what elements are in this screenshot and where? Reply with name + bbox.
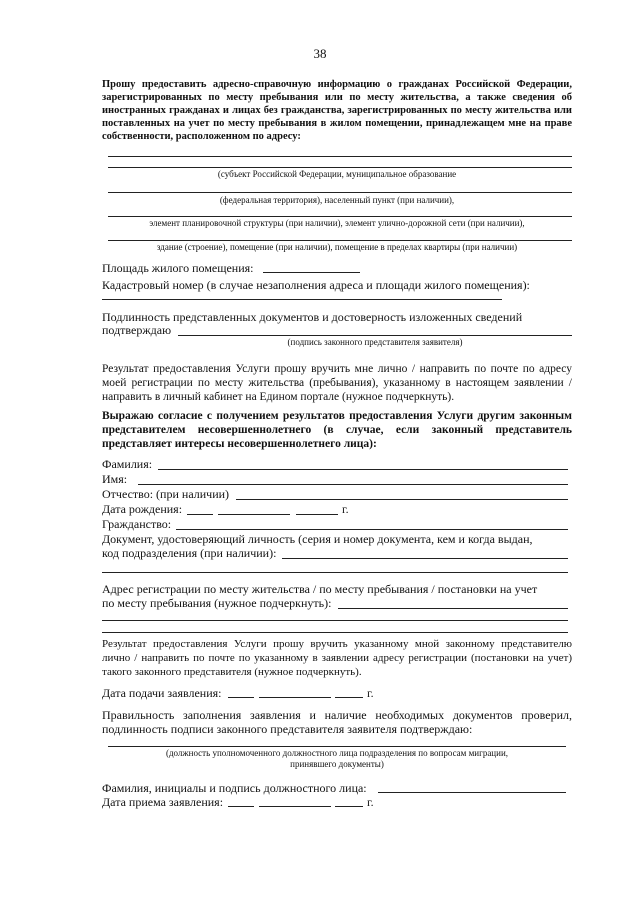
official-signature-label: Фамилия, инициалы и подпись должностного лица: [102, 781, 367, 795]
reg-address-field-2[interactable] [102, 620, 568, 621]
reg-address-label: Адрес регистрации по месту жительства / по месту пребывания / постановки на учет [102, 582, 538, 596]
reg-address-field[interactable] [338, 608, 568, 609]
area-field[interactable] [263, 272, 360, 273]
name-label: Имя: [102, 472, 128, 486]
birth-year-field[interactable] [296, 514, 338, 515]
id-doc-label-2: код подразделения (при наличии): [102, 546, 277, 560]
id-doc-label: Документ, удостоверяющий личность (серия и номер документа, кем и когда выдан, [102, 532, 533, 546]
address-line-2[interactable] [108, 167, 572, 168]
result-text: Результат предоставления Услуги прошу вручить мне лично / направить по почте по адресу моей регистрации по месту жительства (пребывания), указанному в настоящем заявлении / направить в личный кабинет на Едином портале (нужное подчеркнуть). [102, 363, 572, 403]
reg-address-field-3[interactable] [102, 632, 568, 633]
submission-year-suffix: г. [367, 686, 374, 700]
submission-year-field[interactable] [335, 697, 363, 698]
citizenship-field[interactable] [176, 529, 568, 530]
official-position-field[interactable] [108, 746, 566, 747]
submission-month-field[interactable] [259, 697, 331, 698]
check-text: Правильность заполнения заявления и наличие необходимых документов проверил, подлинность подписи законного представителя заявителя подтверждаю: [102, 708, 572, 736]
authenticity-text-2: подтверждаю [102, 323, 172, 337]
signature-field[interactable] [178, 335, 572, 336]
address-caption-4: здание (строение), помещение (при наличии), помещение в пределах квартиры (при наличии) [156, 242, 518, 252]
address-line-4[interactable] [108, 216, 572, 217]
address-caption-2: (федеральная территория), населенный пункт (при наличии), [219, 195, 455, 205]
page-number: 38 [313, 46, 327, 61]
area-label: Площадь жилого помещения: [102, 261, 254, 275]
address-line-1[interactable] [108, 156, 572, 157]
name-field[interactable] [138, 484, 568, 485]
patronymic-label: Отчество: (при наличии) [102, 487, 230, 501]
address-line-5[interactable] [108, 240, 572, 241]
request-intro: Прошу предоставить адресно-справочную информацию о гражданах Российской Федерации, зарегистрированных по месту пребывания или по месту жительства, а также сведения об иностранных гражданах и лицах без гражданства, зарегистрированных по месту жительства или поставленных на учет по месту пребывания в жилом помещении, принадлежащем мне на праве собственности, расположенном по адресу: [102, 79, 572, 142]
birth-date-label: Дата рождения: [102, 502, 183, 516]
signature-caption: (подпись законного представителя заявителя) [287, 337, 463, 347]
id-doc-field[interactable] [282, 558, 568, 559]
citizenship-label: Гражданство: [102, 517, 172, 531]
official-caption-1: (должность уполномоченного должностного лица подразделения по вопросам миграции, [165, 748, 509, 758]
surname-label: Фамилия: [102, 457, 153, 471]
official-signature-field[interactable] [378, 792, 566, 793]
cadastral-label: Кадастровый номер (в случае незаполнения адреса и площади жилого помещения): [102, 278, 530, 292]
birth-day-field[interactable] [187, 514, 213, 515]
address-caption-1: (субъект Российской Федерации, муниципальное образование [217, 169, 457, 179]
acceptance-year-suffix: г. [367, 795, 374, 809]
birth-year-suffix: г. [342, 502, 349, 516]
acceptance-day-field[interactable] [228, 806, 254, 807]
reg-address-label-2: по месту пребывания (нужное подчеркнуть): [102, 596, 332, 610]
result-rep-text: Результат предоставления Услуги прошу вручить указанному мной законному представителю лично / направить по почте по указанному в заявлении адресу регистрации (постановки на учет) такого законного представителя (нужное подчеркнуть). [102, 638, 572, 678]
address-caption-3: элемент планировочной структуры (при наличии), элемент улично-дорожной сети (при наличии), [149, 218, 525, 228]
official-caption-2: принявшего документы) [290, 759, 384, 769]
surname-field[interactable] [158, 469, 568, 470]
acceptance-year-field[interactable] [335, 806, 363, 807]
patronymic-field[interactable] [236, 499, 568, 500]
consent-text: Выражаю согласие с получением результатов предоставления Услуги другим законным представителем несовершеннолетнего (в случае, если законный представитель представляет интересы несовершеннолетнего лица): [102, 410, 572, 450]
submission-day-field[interactable] [228, 697, 254, 698]
submission-date-label: Дата подачи заявления: [102, 686, 222, 700]
acceptance-month-field[interactable] [259, 806, 331, 807]
id-doc-field-2[interactable] [102, 572, 568, 573]
authenticity-text: Подлинность представленных документов и достоверность изложенных сведений [102, 310, 523, 324]
birth-month-field[interactable] [218, 514, 290, 515]
address-line-3[interactable] [108, 192, 572, 193]
cadastral-field[interactable] [102, 299, 502, 300]
acceptance-date-label: Дата приема заявления: [102, 795, 224, 809]
